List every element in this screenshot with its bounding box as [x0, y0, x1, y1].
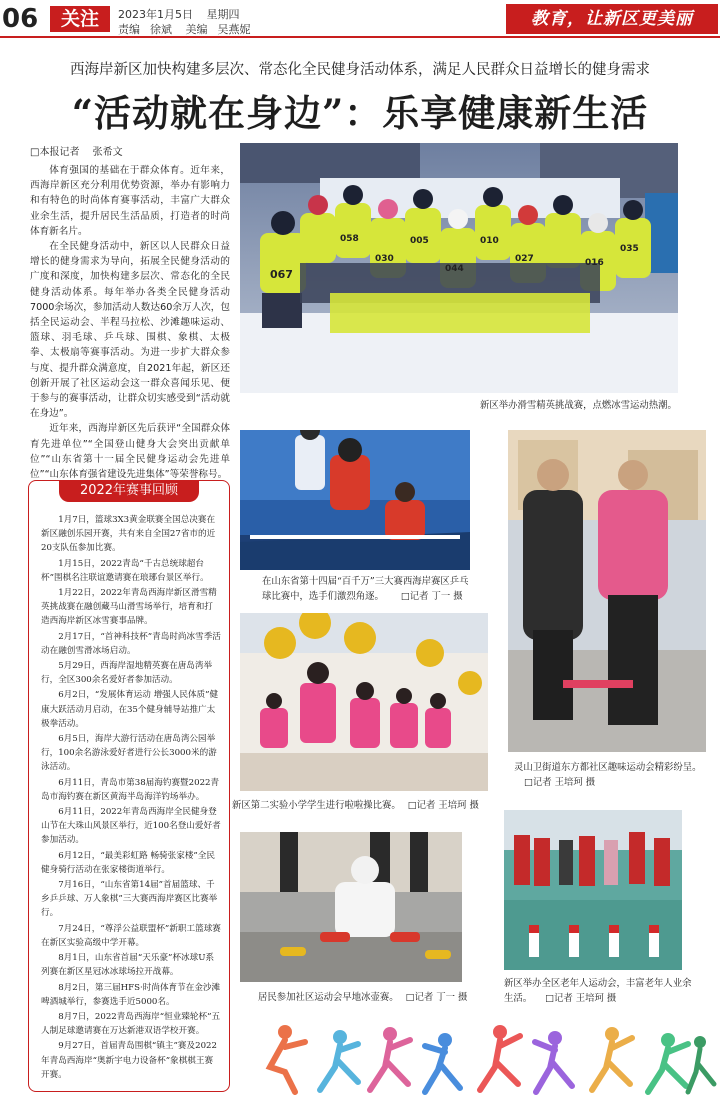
article-paragraph: 近年来，西海岸新区先后获评“全国群众体育先进单位”“全国登山健身大会突出贡献单位”“山东省第十一届全民健身运动会先进单位”“山东体育强省建设先进集体”等荣誉称号。 [30, 423, 230, 481]
recap-item: 8月7日，2022青岛西海岸“恒业臻轮杯”五人制足球邀请赛在万达新港双语学校开赛。 [41, 1011, 221, 1037]
recap-title: 2022年赛事回顾 [59, 480, 199, 502]
caption-text: 新区举办全区老年人运动会，丰富老年人业余生活。 [504, 978, 692, 1004]
bib-number: 035 [620, 244, 639, 254]
sports-silhouettes-decoration [240, 1012, 720, 1095]
byline-prefix: □本报记者 [30, 147, 80, 158]
date-line [118, 6, 250, 22]
seniors-image [504, 810, 682, 970]
weekday: 星期四 [206, 8, 240, 21]
recap-item: 7月16日，“山东省第14届”首届篮球、千乡乒乒球、万人象棋”三大赛西海岸赛区比赛举行。 [41, 880, 218, 919]
bib-number: 010 [480, 236, 499, 246]
photo-seniors [504, 810, 682, 970]
caption-credit: □记者 丁一 摄 [400, 591, 463, 602]
caption-credit: □记者 丁一 摄 [405, 992, 468, 1003]
recap-item: 6月5日，海岸大游行活动在唐岛湾公园举行，100余名游泳爱好者进行公长3000米的游泳活动。 [41, 734, 217, 773]
bib-number: 067 [270, 268, 293, 281]
art-editor-name: 吴燕妮 [217, 23, 251, 36]
photo-caption-cheer [232, 798, 492, 813]
recap-item: 8月1日，山东省首届“天乐豪”杯冰球U系列赛在新区星冠冰冰球场拉开战幕。 [41, 953, 215, 978]
sports-silhouette-band [240, 1012, 720, 1095]
photo-caption-seniors [504, 976, 694, 1006]
photo-curling [240, 832, 462, 982]
date: 2023年1月5日 [118, 8, 193, 21]
byline-author: 张希文 [92, 147, 123, 158]
editor-name: 徐斌 [150, 23, 172, 36]
recap-item: 2月17日，“首神科技杯”青岛时尚冰雪季活动在融创雪滑冰场启动。 [41, 631, 221, 656]
photo-cheerleaders [240, 613, 488, 791]
curling-image [240, 832, 462, 982]
article-paragraph: 在全民健身活动中，新区以人民群众日益增长的健身需求为导向，拓展全民健身活动的广度和深度，加快构建多层次、常态化的全民健身活动体系。每年举办各类全民健身活动7000余场次，参加活动人数达60余万人次，包括全民运动会、半程马拉松、沙滩趣味运动、篮球、羽毛球、乒乓球、围棋、象棋、太极拳、太极扇等赛事活动。为进一步扩大群众参与度、提升群众满意度，自2021年起，新区还创新开展了社区运动会这一群众喜闻乐见、便于参与的赛事活动，让群众切实感受到“活动就在身边”。 [30, 241, 230, 420]
bib-number: 058 [340, 234, 359, 244]
recap-item: 7月24日，“尊浮公益联盟杯”新职工篮球赛在新区实验高级中学开幕。 [41, 923, 221, 948]
bib-number: 016 [585, 258, 604, 268]
recap-box [28, 480, 230, 1092]
recap-item: 9月27日，首届青岛围棋“镇主”赛及2022年青岛西海岸“奥新宇电力设备杯”象棋棋王赛开赛。 [41, 1041, 217, 1080]
photo-caption-pingpong [262, 574, 472, 604]
photo-ski-team [240, 143, 678, 393]
article-subtitle: 西海岸新区加快构建多层次、常态化全民健身活动体系，满足人民群众日益增长的健身需求 [70, 62, 650, 78]
byline [30, 143, 133, 158]
pingpong-image [240, 430, 470, 570]
recap-item: 6月11日，2022年青岛西海岸全民健身登山节在大珠山风景区举行，近100名登山爱好者参加活动。 [41, 807, 221, 846]
recap-list [41, 513, 221, 1083]
caption-text: 灵山卫街道东方都社区趣味运动会精彩纷呈。 [514, 762, 702, 773]
caption-text: 新区第二实验小学学生进行啦啦操比赛。 [232, 800, 401, 811]
masthead [0, 0, 720, 38]
recap-item: 1月7日，篮球3X3黄金联赛全国总决赛在新区融创乐园开赛，共有来自全国27省市的近20支队伍参加比赛。 [41, 515, 216, 554]
editor-label: 责编 [118, 23, 140, 36]
photo-caption-ski: 新区举办滑雪精英挑战赛，点燃冰雪运动热潮。 [480, 400, 677, 411]
recap-item: 6月12日，“最美彩虹路 畅骑张家楼”全民健身骑行活动在张家楼街道举行。 [41, 850, 216, 875]
bib-number: 027 [515, 254, 534, 264]
recap-item: 8月2日，第三届HFS·时尚体育节在金沙滩啤酒城举行，参赛选手近5000名。 [41, 982, 221, 1007]
article-headline: “活动就在身边”：乐享健康新生活 [71, 91, 649, 135]
bib-number: 005 [410, 236, 429, 246]
elderly-image [508, 430, 706, 752]
bib-number: 030 [375, 254, 394, 264]
caption-text: 居民参加社区运动会早地冰壶赛。 [258, 992, 399, 1003]
photo-caption-elderly [514, 760, 704, 790]
slogan-banner: 教育，让新区更美丽 [506, 4, 718, 34]
caption-credit: □记者 王培珂 摄 [545, 993, 617, 1004]
recap-item: 5月29日，西海岸湿地精英赛在唐岛湾举行，全区300余名爱好者参加活动。 [41, 661, 213, 686]
photo-caption-curling [258, 990, 488, 1005]
page-number: 06 [2, 4, 39, 34]
caption-credit: □记者 王培珂 摄 [524, 777, 596, 788]
cheer-image [240, 613, 488, 791]
recap-item: 6月2日，“发展体育运动 增强人民体质”健康大跃活动月启动，在35个健身辅导站推广太极拳活动。 [41, 690, 219, 729]
section-label: 关注 [50, 6, 110, 32]
recap-item: 1月22日，2022年青岛西海岸新区滑雪精英挑战赛在融创藏马山滑雪场举行，培育和打造西海岸新区冰雪赛事品牌。 [41, 588, 217, 627]
caption-credit: □记者 王培珂 摄 [407, 800, 479, 811]
editor-line [118, 21, 261, 37]
article-paragraph: 体育强国的基础在于群众体育。近年来，西海岸新区充分利用优势资源，举办有影响力和有特色的时尚体育赛事活动，丰富广大群众业余生活，提升居民生活品质，打造者的时尚体育新名片。 [30, 165, 230, 237]
article-body [30, 163, 230, 482]
bib-number: 044 [445, 264, 464, 274]
caption-text: 在山东省第十四届“百千万”三大赛西海岸赛区乒乓球比赛中，选手们激烈角逐。 [262, 576, 469, 602]
photo-pingpong [240, 430, 470, 570]
photo-elderly-games [508, 430, 706, 752]
recap-item: 1月15日，2022青岛“千古总统球超台杯”围棋名注联谊邀请赛在琅琊台景区举行。 [41, 558, 209, 583]
art-editor-label: 美编 [185, 23, 208, 36]
recap-item: 6月11日，青岛市第38届海钓赛暨2022青岛市海钓赛在新区黄海半岛海洋钓场举办。 [41, 777, 220, 802]
ski-team-image [240, 143, 678, 393]
